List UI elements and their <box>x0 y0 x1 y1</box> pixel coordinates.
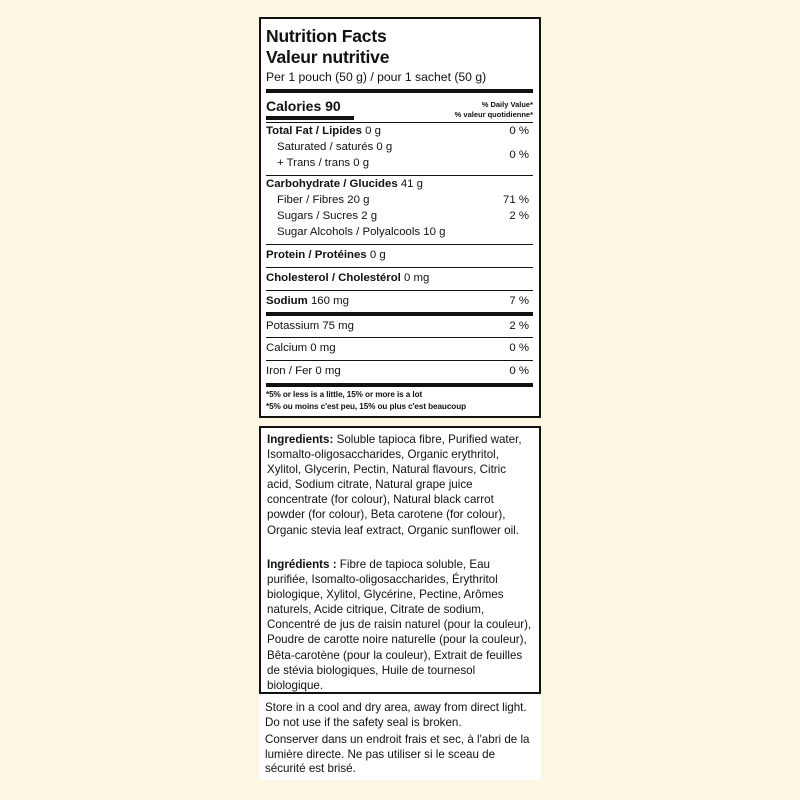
protein-label: Protein / Protéines <box>266 249 367 261</box>
daily-value-fr: % valeur quotidienne* <box>454 110 533 119</box>
ingredients-english <box>267 432 533 538</box>
divider <box>266 360 533 361</box>
ingredients-french <box>267 557 533 693</box>
sodium-row <box>266 295 349 307</box>
fat-label: Total Fat / Lipides <box>266 125 362 137</box>
calories: Calories 90 <box>266 98 341 114</box>
carb-row <box>266 178 423 190</box>
daily-value-header <box>455 100 533 120</box>
fat-row <box>266 125 381 137</box>
thick-divider <box>266 89 533 93</box>
divider <box>266 244 533 245</box>
fiber-percent: 71 % <box>503 194 529 206</box>
title-english: Nutrition Facts <box>266 26 387 46</box>
divider <box>266 337 533 338</box>
fat-value: 0 g <box>365 125 381 137</box>
storage-english: Store in a cool and dry area, away from direct light. Do not use if the safety seal is broken. <box>265 701 527 729</box>
saturated-row: Saturated / saturés 0 g <box>277 141 393 153</box>
divider <box>266 175 533 176</box>
trans-row: + Trans / trans 0 g <box>277 157 370 169</box>
carb-label: Carbohydrate / Glucides <box>266 178 398 190</box>
iron-percent: 0 % <box>509 365 529 377</box>
sat-trans-percent: 0 % <box>509 149 529 161</box>
iron-row: Iron / Fer 0 mg <box>266 365 341 377</box>
title-french: Valeur nutritive <box>266 47 390 67</box>
carb-value: 41 g <box>400 178 424 190</box>
daily-value-en: % Daily Value* <box>481 100 533 109</box>
sodium-value: 160 mg <box>310 295 349 307</box>
sugars-percent: 2 % <box>509 210 529 222</box>
sodium-label: Sodium <box>266 295 308 307</box>
protein-row <box>266 249 386 261</box>
sugars-row: Sugars / Sucres 2 g <box>277 210 378 222</box>
cholesterol-row <box>266 272 429 284</box>
divider <box>266 290 533 291</box>
footnote-english: *5% or less is a little, 15% or more is a lot <box>266 390 423 399</box>
divider <box>266 122 533 123</box>
sugar-alcohols-row: Sugar Alcohols / Polyalcools 10 g <box>277 226 446 238</box>
fat-percent: 0 % <box>509 125 529 137</box>
thick-divider <box>266 383 533 387</box>
potassium-percent: 2 % <box>509 320 529 332</box>
storage-french: Conserver dans un endroit frais et sec, à l'abri de la lumière directe. Ne pas utiliser si le sceau de sécurité est brisé. <box>265 733 530 775</box>
calories-underline <box>266 116 354 120</box>
ingredients-label-en: Ingredients: <box>267 433 334 446</box>
sodium-percent: 7 % <box>509 295 529 307</box>
cholesterol-label: Cholesterol / Cholestérol <box>266 272 401 284</box>
footnote-french: *5% ou moins c'est peu, 15% ou plus c'est beaucoup <box>266 402 466 411</box>
ingredients-box <box>259 426 541 694</box>
thick-divider <box>266 312 533 316</box>
potassium-row: Potassium 75 mg <box>266 320 354 332</box>
protein-value: 0 g <box>369 249 386 261</box>
divider <box>266 267 533 268</box>
calcium-percent: 0 % <box>509 342 529 354</box>
nutrition-facts-table <box>259 17 541 418</box>
ingredients-text-fr: Fibre de tapioca soluble, Eau purifiée, Isomalto-oligosaccharides, Érythritol biologique, Xylitol, Glycérine, Pectine, Arômes naturels, Acide citrique, Citrate de sodium, Concentré de jus de raisin naturel (pour la couleur), Poudre de carotte noire naturelle (pour la couleur), Bêta-carotène (pour la couleur), Extrait de feuilles de stévia biologiques, Huile de tournesol biologique. <box>267 558 532 692</box>
fiber-row: Fiber / Fibres 20 g <box>277 194 370 206</box>
ingredients-text-en: Soluble tapioca fibre, Purified water, Isomalto-oligosaccharides, Organic erythritol, Xylitol, Glycerin, Pectin, Natural flavours, Citric acid, Sodium citrate, Natural grape juice concentrate (for colour), Natural black carrot powder (for colour), Beta carotene (for colour), Organic stevia leaf extract, Organic sunflower oil. <box>267 433 522 537</box>
calcium-row: Calcium 0 mg <box>266 342 336 354</box>
ingredients-label-fr: Ingrédients : <box>267 558 337 571</box>
storage-instructions <box>259 694 541 780</box>
cholesterol-value: 0 mg <box>404 272 430 284</box>
serving-size: Per 1 pouch (50 g) / pour 1 sachet (50 g) <box>266 70 487 84</box>
